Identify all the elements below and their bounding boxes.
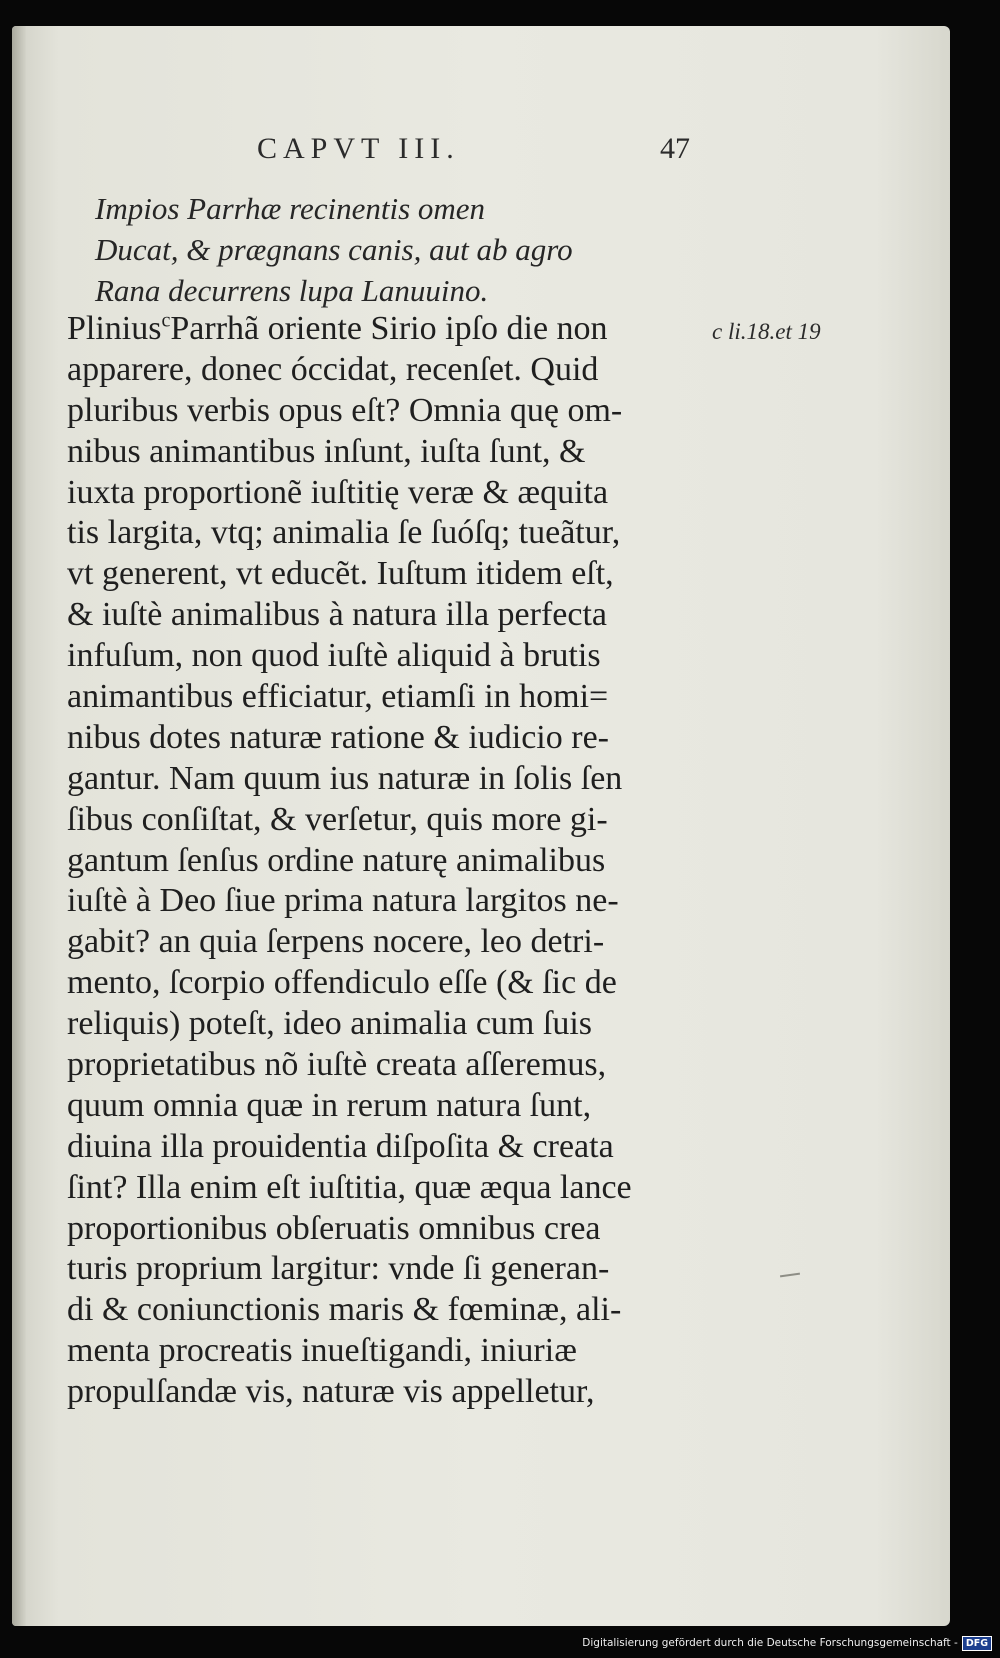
page-number: 47 <box>660 132 690 165</box>
prose-line: gantum ſenſus ordine naturę animalibus <box>67 841 606 879</box>
verse-line: Ducat, & prægnans canis, aut ab agro <box>95 232 573 267</box>
verse-line: Rana decurrens lupa Lanuuino. <box>95 273 489 308</box>
body-text <box>67 309 717 1413</box>
book-page <box>12 26 950 1626</box>
prose-line-rest: Parrhã oriente Sirio ipſo die non <box>170 310 608 347</box>
prose-line: quum omnia quæ in rerum natura ſunt, <box>67 1086 592 1124</box>
prose-line: diuina illa prouidentia diſpoſita & creata <box>67 1127 614 1165</box>
prose-line: ſint? Illa enim eſt iuſtitia, quæ æqua lance <box>67 1168 632 1206</box>
prose-line: & iuſtè animalibus à natura illa perfecta <box>67 596 607 634</box>
prose-line: menta procreatis inueſtigandi, iniuriæ <box>67 1332 577 1370</box>
page-gutter-edge <box>12 26 26 1626</box>
prose-line: infuſum, non quod iuſtè aliquid à brutis <box>67 637 601 675</box>
prose-line: ſibus conſiſtat, & verſetur, quis more gi- <box>67 800 608 838</box>
running-head: CAPVT III. <box>257 132 460 165</box>
prose-line: nibus animantibus inſunt, iuſta ſunt, & <box>67 432 586 470</box>
verse-quotation <box>95 188 573 311</box>
prose-line: reliquis) poteſt, ideo animalia cum ſuis <box>67 1005 592 1043</box>
digitization-footer <box>582 1632 992 1654</box>
prose-line: tis largita, vtq; animalia ſe ſuóſq; tueãtur, <box>67 514 621 552</box>
prose-line: proprietatibus nõ iuſtè creata aſſeremus, <box>67 1046 607 1084</box>
prose-line: animantibus efficiatur, etiamſi in homi= <box>67 678 609 716</box>
prose-line-start: Plinius <box>67 310 162 347</box>
verse-line: Impios Parrhæ recinentis omen <box>95 191 486 226</box>
prose-line: vt generent, vt educẽt. Iuſtum itidem eſt, <box>67 555 614 593</box>
prose-line: apparere, donec óccidat, recenſet. Quid <box>67 350 599 388</box>
prose-line: gabit? an quia ſerpens nocere, leo detri- <box>67 923 605 961</box>
footnote-marker: c <box>161 309 171 332</box>
page-header <box>12 132 950 172</box>
prose-line: turis proprium largitur: vnde ſi generan- <box>67 1250 610 1288</box>
prose-line: propulſandæ vis, naturæ vis appelletur, <box>67 1373 595 1411</box>
marginal-citation: c li.18.et 19 <box>712 319 821 344</box>
prose-line <box>67 309 717 350</box>
dfg-logo: DFG <box>962 1636 992 1651</box>
prose-line: proportionibus obſeruatis omnibus crea <box>67 1209 601 1247</box>
prose-line: gantur. Nam quum ius naturæ in ſolis ſen <box>67 759 623 797</box>
prose-line: pluribus verbis opus eſt? Omnia quę om- <box>67 391 623 429</box>
funding-credit: Digitalisierung gefördert durch die Deutsche Forschungsgemeinschaft - <box>582 1637 958 1649</box>
prose-line: di & coniunctionis maris & fœminæ, ali- <box>67 1291 622 1329</box>
prose-line: iuſtè à Deo ſiue prima natura largitos ne- <box>67 882 619 920</box>
prose-line: iuxta proportionẽ iuſtitię veræ & æquita <box>67 473 609 511</box>
ink-mark <box>780 1273 800 1278</box>
prose-line: mento, ſcorpio offendiculo eſſe (& ſic de <box>67 964 617 1002</box>
prose-line: nibus dotes naturæ ratione & iudicio re- <box>67 718 609 756</box>
